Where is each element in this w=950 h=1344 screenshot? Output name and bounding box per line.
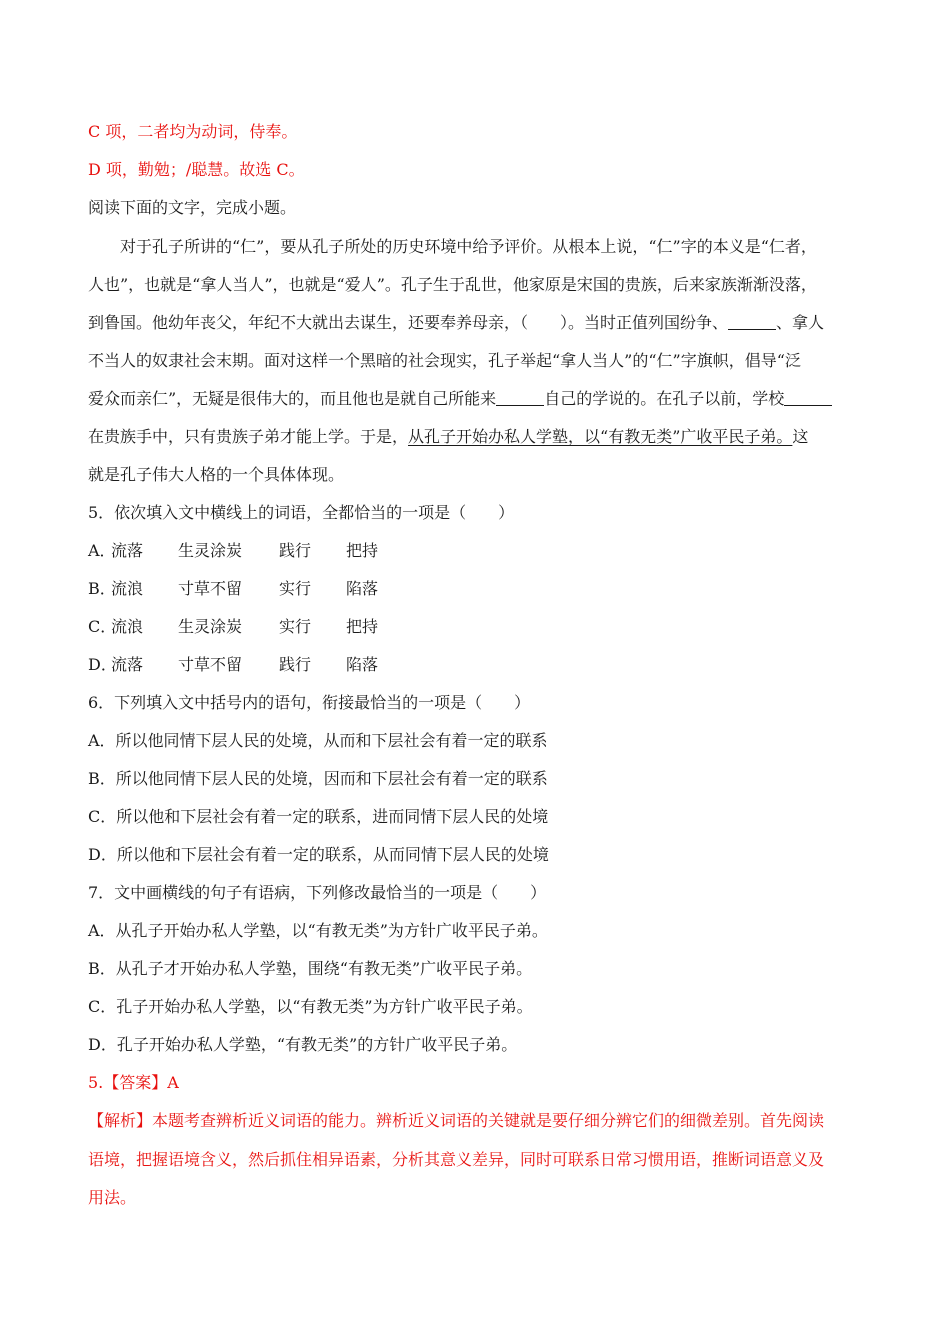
- passage-line: 到鲁国。他幼年丧父，年纪不大就出去谋生，还要奉养母亲，（ ）。当时正值列国纷争、 、拿人: [88, 313, 825, 332]
- question-7-stem: 7．文中画横线的句子有语病，下列修改最恰当的一项是（ ）: [88, 883, 547, 902]
- answer-5-analysis-line: 语境，把握语境含义，然后抓住相异语素，分析其意义差异，同时可联系日常习惯用语，推断词语意义及: [88, 1150, 825, 1169]
- answer-5-analysis-line: 【解析】本题考查辨析近义词语的能力。辨析近义词语的关键就是要仔细分辨它们的细微差别。首先阅读: [88, 1111, 825, 1130]
- question-7-option: C．孔子开始办私人学塾，以“有教无类”为方针广收平民子弟。: [88, 997, 533, 1016]
- passage-line: 不当人的奴隶社会末期。面对这样一个黑暗的社会现实，孔子举起“拿人当人”的“仁”字旗帜，倡导“泛: [88, 351, 801, 370]
- question-6-option: B．所以他同情下层人民的处境，因而和下层社会有着一定的联系: [88, 769, 548, 788]
- underlined-sentence: 从孔子开始办私人学塾，以“有教无类”广收平民子弟。: [408, 427, 793, 446]
- answer-5-heading: 5.【答案】A: [88, 1073, 179, 1092]
- passage-line: 爱众而亲仁”，无疑是很伟大的，而且他也是就自己所能来 自己的学说的。在孔子以前，学校: [88, 388, 832, 410]
- fill-blank-3: [784, 389, 832, 406]
- passage-line: 就是孔子伟大人格的一个具体体现。: [88, 465, 345, 484]
- question-5-stem: 5．依次填入文中横线上的词语，全都恰当的一项是（ ）: [88, 503, 515, 522]
- prev-answer-d: D 项，勤勉；/聪慧。故选 C。: [88, 160, 305, 179]
- question-6-option: D．所以他和下层社会有着一定的联系，从而同情下层人民的处境: [88, 845, 549, 864]
- question-5-option: B． 流浪 寸草不留 实行 陷落: [88, 579, 379, 598]
- passage-line: 人也”，也就是“拿人当人”，也就是“爱人”。孔子生于乱世，他家原是宋国的贵族，后来家族渐渐没落，: [88, 275, 817, 294]
- prev-answer-c: C 项，二者均为动词，侍奉。: [88, 122, 298, 141]
- fill-blank-1: [728, 313, 776, 330]
- question-7-option: D．孔子开始办私人学塾，“有教无类”的方针广收平民子弟。: [88, 1035, 518, 1054]
- question-7-option: A．从孔子开始办私人学塾，以“有教无类”为方针广收平民子弟。: [88, 921, 548, 940]
- passage-line: 在贵族手中，只有贵族子弟才能上学。于是，从孔子开始办私人学塾，以“有教无类”广收平民子弟。这: [88, 427, 809, 446]
- question-7-option: B．从孔子才开始办私人学塾，围绕“有教无类”广收平民子弟。: [88, 959, 533, 978]
- question-5-option: D． 流落 寸草不留 践行 陷落: [88, 655, 379, 674]
- question-5-option: C． 流浪 生灵涂炭 实行 把持: [88, 617, 379, 636]
- question-5-option: A． 流落 生灵涂炭 践行 把持: [88, 541, 379, 560]
- question-6-option: C．所以他和下层社会有着一定的联系，进而同情下层人民的处境: [88, 807, 549, 826]
- question-6-option: A．所以他同情下层人民的处境，从而和下层社会有着一定的联系: [88, 731, 548, 750]
- question-6-stem: 6．下列填入文中括号内的语句，衔接最恰当的一项是（ ）: [88, 693, 531, 712]
- passage-line: 对于孔子所讲的“仁”，要从孔子所处的历史环境中给予评价。从根本上说，“仁”字的本义是“仁者，: [120, 237, 817, 256]
- passage-instruction: 阅读下面的文字，完成小题。: [88, 198, 297, 217]
- answer-5-analysis-line: 用法。: [88, 1188, 137, 1207]
- fill-blank-2: [496, 389, 544, 406]
